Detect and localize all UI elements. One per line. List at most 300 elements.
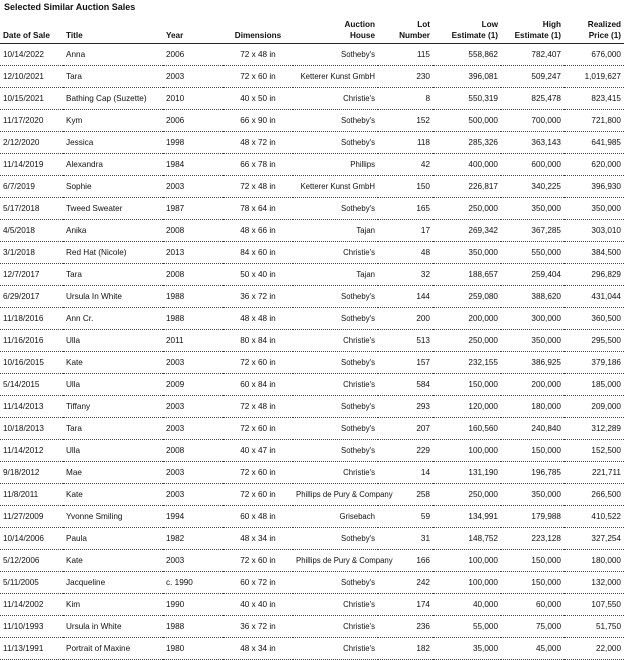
cell-year: 1998 [163,132,223,154]
cell-auction-house: Sotheby's [293,572,378,594]
header-year: Year [163,13,223,44]
header-auction-house-line2: House [349,31,375,40]
cell-realized-price: 51,750 [564,616,624,638]
table-row [0,110,624,132]
cell-dimensions: 72 x 60 in [223,462,293,484]
cell-year: 2003 [163,396,223,418]
cell-dimensions: 66 x 78 in [223,154,293,176]
cell-realized-price: 431,044 [564,286,624,308]
table-row [0,308,624,330]
cell-lot-number: 150 [378,176,433,198]
cell-auction-house: Phillips de Pury & Company [293,484,378,506]
cell-realized-price: 180,000 [564,550,624,572]
cell-realized-price: 132,000 [564,572,624,594]
cell-low-estimate: 500,000 [433,110,501,132]
cell-auction-house: Christie's [293,88,378,110]
cell-lot-number: 584 [378,374,433,396]
cell-auction-house: Christie's [293,638,378,660]
header-lot-line1: Lot [417,20,430,29]
cell-low-estimate: 232,155 [433,352,501,374]
cell-high-estimate: 150,000 [501,550,564,572]
cell-date: 11/14/2013 [0,396,63,418]
cell-date: 6/7/2019 [0,176,63,198]
table-row [0,286,624,308]
cell-auction-house: Tajan [293,220,378,242]
cell-year: 1988 [163,286,223,308]
table-row [0,506,624,528]
cell-title: Mae [63,462,163,484]
cell-title: Ursula in White [63,616,163,638]
cell-low-estimate: 150,000 [433,374,501,396]
cell-dimensions: 72 x 48 in [223,176,293,198]
cell-auction-house: Christie's [293,594,378,616]
table-row [0,418,624,440]
header-lot-number [378,13,433,44]
table-body [0,44,624,660]
cell-realized-price: 396,930 [564,176,624,198]
cell-lot-number: 157 [378,352,433,374]
cell-low-estimate: 396,081 [433,66,501,88]
cell-high-estimate: 60,000 [501,594,564,616]
cell-dimensions: 80 x 84 in [223,330,293,352]
cell-year: 2011 [163,330,223,352]
cell-dimensions: 72 x 48 in [223,396,293,418]
table-row [0,374,624,396]
cell-year: 2003 [163,176,223,198]
cell-dimensions: 72 x 60 in [223,418,293,440]
cell-auction-house: Ketterer Kunst GmbH [293,66,378,88]
cell-high-estimate: 363,143 [501,132,564,154]
cell-lot-number: 144 [378,286,433,308]
cell-lot-number: 115 [378,44,433,66]
cell-high-estimate: 196,785 [501,462,564,484]
cell-lot-number: 236 [378,616,433,638]
cell-title: Tweed Sweater [63,198,163,220]
cell-date: 10/15/2021 [0,88,63,110]
cell-title: Sophie [63,176,163,198]
cell-date: 5/17/2018 [0,198,63,220]
cell-title: Ulla [63,440,163,462]
cell-auction-house: Sotheby's [293,110,378,132]
cell-year: 1984 [163,154,223,176]
header-low-estimate [433,13,501,44]
cell-title: Kim [63,594,163,616]
cell-title: Tara [63,66,163,88]
header-dimensions: Dimensions [223,13,293,44]
cell-dimensions: 48 x 72 in [223,132,293,154]
cell-realized-price: 185,000 [564,374,624,396]
header-date: Date of Sale [0,13,63,44]
cell-lot-number: 293 [378,396,433,418]
cell-title: Tara [63,418,163,440]
cell-year: 2010 [163,88,223,110]
cell-title: Paula [63,528,163,550]
cell-low-estimate: 160,560 [433,418,501,440]
cell-dimensions: 36 x 72 in [223,616,293,638]
cell-realized-price: 22,000 [564,638,624,660]
cell-auction-house: Ketterer Kunst GmbH [293,176,378,198]
cell-realized-price: 721,800 [564,110,624,132]
cell-date: 3/1/2018 [0,242,63,264]
cell-low-estimate: 188,657 [433,264,501,286]
cell-lot-number: 230 [378,66,433,88]
cell-realized-price: 384,500 [564,242,624,264]
cell-dimensions: 72 x 60 in [223,484,293,506]
cell-high-estimate: 600,000 [501,154,564,176]
cell-year: 1982 [163,528,223,550]
cell-dimensions: 66 x 90 in [223,110,293,132]
cell-realized-price: 676,000 [564,44,624,66]
cell-realized-price: 266,500 [564,484,624,506]
cell-low-estimate: 250,000 [433,484,501,506]
cell-realized-price: 107,550 [564,594,624,616]
cell-lot-number: 32 [378,264,433,286]
cell-high-estimate: 150,000 [501,572,564,594]
cell-high-estimate: 509,247 [501,66,564,88]
cell-year: 2003 [163,550,223,572]
cell-year: 1994 [163,506,223,528]
cell-high-estimate: 150,000 [501,440,564,462]
table-row [0,528,624,550]
cell-lot-number: 8 [378,88,433,110]
header-title: Title [63,13,163,44]
cell-date: 11/27/2009 [0,506,63,528]
cell-low-estimate: 148,752 [433,528,501,550]
cell-low-estimate: 100,000 [433,550,501,572]
cell-high-estimate: 75,000 [501,616,564,638]
cell-dimensions: 78 x 64 in [223,198,293,220]
cell-title: Jessica [63,132,163,154]
cell-low-estimate: 350,000 [433,242,501,264]
cell-date: 6/29/2017 [0,286,63,308]
cell-lot-number: 258 [378,484,433,506]
cell-high-estimate: 782,407 [501,44,564,66]
cell-low-estimate: 558,862 [433,44,501,66]
cell-dimensions: 60 x 48 in [223,506,293,528]
cell-realized-price: 379,186 [564,352,624,374]
table-row [0,440,624,462]
cell-low-estimate: 250,000 [433,198,501,220]
cell-dimensions: 40 x 47 in [223,440,293,462]
cell-auction-house: Sotheby's [293,396,378,418]
cell-realized-price: 152,500 [564,440,624,462]
cell-auction-house: Sotheby's [293,418,378,440]
cell-lot-number: 165 [378,198,433,220]
header-high-estimate [501,13,564,44]
cell-realized-price: 410,522 [564,506,624,528]
cell-title: Portrait of Maxine [63,638,163,660]
cell-auction-house: Grisebach [293,506,378,528]
cell-title: Bathing Cap (Suzette) [63,88,163,110]
cell-high-estimate: 825,478 [501,88,564,110]
cell-high-estimate: 200,000 [501,374,564,396]
cell-auction-house: Sotheby's [293,132,378,154]
table-row [0,594,624,616]
cell-low-estimate: 100,000 [433,440,501,462]
cell-dimensions: 40 x 40 in [223,594,293,616]
table-row [0,638,624,660]
table-row [0,264,624,286]
cell-dimensions: 48 x 66 in [223,220,293,242]
cell-year: 2008 [163,264,223,286]
cell-high-estimate: 340,225 [501,176,564,198]
cell-title: Anika [63,220,163,242]
cell-year: 2003 [163,66,223,88]
cell-realized-price: 295,500 [564,330,624,352]
cell-auction-house: Sotheby's [293,528,378,550]
cell-dimensions: 72 x 60 in [223,66,293,88]
cell-lot-number: 152 [378,110,433,132]
table-row [0,352,624,374]
cell-realized-price: 312,289 [564,418,624,440]
cell-date: 11/14/2012 [0,440,63,462]
cell-low-estimate: 285,326 [433,132,501,154]
cell-date: 9/18/2012 [0,462,63,484]
cell-lot-number: 59 [378,506,433,528]
cell-auction-house: Phillips de Pury & Company [293,550,378,572]
cell-realized-price: 327,254 [564,528,624,550]
cell-year: 1988 [163,616,223,638]
cell-realized-price: 1,019,627 [564,66,624,88]
cell-date: 12/10/2021 [0,66,63,88]
cell-title: Tara [63,264,163,286]
cell-date: 10/16/2015 [0,352,63,374]
cell-date: 5/11/2005 [0,572,63,594]
cell-lot-number: 182 [378,638,433,660]
table-row [0,44,624,66]
cell-dimensions: 48 x 34 in [223,638,293,660]
cell-realized-price: 620,000 [564,154,624,176]
header-auction-house [293,13,378,44]
cell-date: 12/7/2017 [0,264,63,286]
cell-high-estimate: 350,000 [501,330,564,352]
header-low-line1: Low [481,20,498,29]
cell-dimensions: 84 x 60 in [223,242,293,264]
table-row [0,154,624,176]
table-row [0,396,624,418]
cell-lot-number: 513 [378,330,433,352]
auction-sales-table [0,13,624,660]
cell-dimensions: 72 x 60 in [223,352,293,374]
cell-realized-price: 350,000 [564,198,624,220]
cell-date: 11/16/2016 [0,330,63,352]
cell-low-estimate: 200,000 [433,308,501,330]
cell-year: 1990 [163,594,223,616]
header-realized-price [564,13,624,44]
cell-auction-house: Phillips [293,154,378,176]
cell-year: 2013 [163,242,223,264]
cell-high-estimate: 300,000 [501,308,564,330]
cell-low-estimate: 35,000 [433,638,501,660]
header-row [0,13,624,44]
table-row [0,484,624,506]
cell-lot-number: 17 [378,220,433,242]
cell-year: 1988 [163,308,223,330]
cell-low-estimate: 55,000 [433,616,501,638]
cell-auction-house: Christie's [293,462,378,484]
cell-date: 4/5/2018 [0,220,63,242]
cell-lot-number: 42 [378,154,433,176]
cell-dimensions: 72 x 48 in [223,44,293,66]
cell-high-estimate: 388,620 [501,286,564,308]
cell-lot-number: 118 [378,132,433,154]
cell-auction-house: Sotheby's [293,440,378,462]
cell-title: Kym [63,110,163,132]
cell-date: 2/12/2020 [0,132,63,154]
cell-auction-house: Christie's [293,374,378,396]
cell-high-estimate: 550,000 [501,242,564,264]
cell-title: Tiffany [63,396,163,418]
cell-low-estimate: 269,342 [433,220,501,242]
header-high-line1: High [542,20,561,29]
cell-high-estimate: 45,000 [501,638,564,660]
header-auction-house-line1: Auction [344,20,375,29]
cell-year: 2008 [163,440,223,462]
table-row [0,572,624,594]
cell-year: 2009 [163,374,223,396]
cell-lot-number: 14 [378,462,433,484]
cell-low-estimate: 134,991 [433,506,501,528]
cell-lot-number: 48 [378,242,433,264]
cell-dimensions: 50 x 40 in [223,264,293,286]
cell-realized-price: 303,010 [564,220,624,242]
cell-dimensions: 60 x 84 in [223,374,293,396]
cell-low-estimate: 226,817 [433,176,501,198]
cell-lot-number: 166 [378,550,433,572]
cell-title: Alexandra [63,154,163,176]
cell-date: 11/18/2016 [0,308,63,330]
cell-high-estimate: 350,000 [501,198,564,220]
table-row [0,616,624,638]
cell-date: 5/14/2015 [0,374,63,396]
cell-auction-house: Sotheby's [293,44,378,66]
table-row [0,550,624,572]
cell-high-estimate: 367,285 [501,220,564,242]
table-row [0,132,624,154]
cell-realized-price: 296,829 [564,264,624,286]
cell-low-estimate: 550,319 [433,88,501,110]
table-row [0,176,624,198]
table-row [0,88,624,110]
cell-dimensions: 40 x 50 in [223,88,293,110]
cell-dimensions: 60 x 72 in [223,572,293,594]
cell-high-estimate: 240,840 [501,418,564,440]
cell-dimensions: 36 x 72 in [223,286,293,308]
cell-title: Jacqueline [63,572,163,594]
cell-year: 2008 [163,220,223,242]
table-row [0,198,624,220]
cell-year: c. 1990 [163,572,223,594]
table-row [0,462,624,484]
cell-low-estimate: 250,000 [433,330,501,352]
cell-date: 5/12/2006 [0,550,63,572]
header-high-line2: Estimate (1) [514,31,561,40]
cell-title: Kate [63,550,163,572]
table-title: Selected Similar Auction Sales [4,2,136,12]
cell-title: Ulla [63,374,163,396]
cell-title: Yvonne Smiling [63,506,163,528]
cell-year: 2003 [163,352,223,374]
cell-title: Ursula In White [63,286,163,308]
cell-auction-house: Tajan [293,264,378,286]
cell-date: 11/14/2019 [0,154,63,176]
cell-date: 11/14/2002 [0,594,63,616]
cell-title: Kate [63,352,163,374]
cell-date: 10/14/2006 [0,528,63,550]
cell-date: 11/17/2020 [0,110,63,132]
cell-low-estimate: 40,000 [433,594,501,616]
cell-title: Ann Cr. [63,308,163,330]
cell-lot-number: 31 [378,528,433,550]
cell-high-estimate: 180,000 [501,396,564,418]
cell-year: 2003 [163,462,223,484]
cell-year: 2003 [163,418,223,440]
cell-high-estimate: 179,988 [501,506,564,528]
table-row [0,330,624,352]
table-row [0,220,624,242]
cell-high-estimate: 386,925 [501,352,564,374]
cell-low-estimate: 131,190 [433,462,501,484]
cell-auction-house: Christie's [293,616,378,638]
cell-high-estimate: 259,404 [501,264,564,286]
cell-title: Kate [63,484,163,506]
cell-year: 2003 [163,484,223,506]
cell-date: 10/14/2022 [0,44,63,66]
cell-year: 2006 [163,110,223,132]
header-realized-line1: Realized [587,20,621,29]
cell-auction-house: Christie's [293,330,378,352]
header-low-line2: Estimate (1) [451,31,498,40]
cell-auction-house: Sotheby's [293,286,378,308]
cell-lot-number: 200 [378,308,433,330]
cell-date: 10/18/2013 [0,418,63,440]
cell-title: Red Hat (Nicole) [63,242,163,264]
cell-realized-price: 641,985 [564,132,624,154]
cell-low-estimate: 400,000 [433,154,501,176]
cell-title: Ulla [63,330,163,352]
header-realized-line2: Price (1) [588,31,621,40]
cell-realized-price: 360,500 [564,308,624,330]
cell-low-estimate: 259,080 [433,286,501,308]
cell-title: Anna [63,44,163,66]
table-row [0,66,624,88]
cell-realized-price: 221,711 [564,462,624,484]
cell-low-estimate: 120,000 [433,396,501,418]
cell-high-estimate: 223,128 [501,528,564,550]
cell-dimensions: 48 x 48 in [223,308,293,330]
cell-lot-number: 174 [378,594,433,616]
cell-low-estimate: 100,000 [433,572,501,594]
cell-auction-house: Christie's [293,242,378,264]
header-lot-line2: Number [399,31,430,40]
cell-year: 1987 [163,198,223,220]
cell-auction-house: Sotheby's [293,308,378,330]
cell-year: 2006 [163,44,223,66]
cell-lot-number: 242 [378,572,433,594]
cell-dimensions: 72 x 60 in [223,550,293,572]
cell-lot-number: 207 [378,418,433,440]
cell-year: 1980 [163,638,223,660]
cell-date: 11/13/1991 [0,638,63,660]
cell-realized-price: 209,000 [564,396,624,418]
cell-date: 11/8/2011 [0,484,63,506]
table-row [0,242,624,264]
cell-dimensions: 48 x 34 in [223,528,293,550]
cell-realized-price: 823,415 [564,88,624,110]
cell-high-estimate: 350,000 [501,484,564,506]
cell-lot-number: 229 [378,440,433,462]
cell-high-estimate: 700,000 [501,110,564,132]
